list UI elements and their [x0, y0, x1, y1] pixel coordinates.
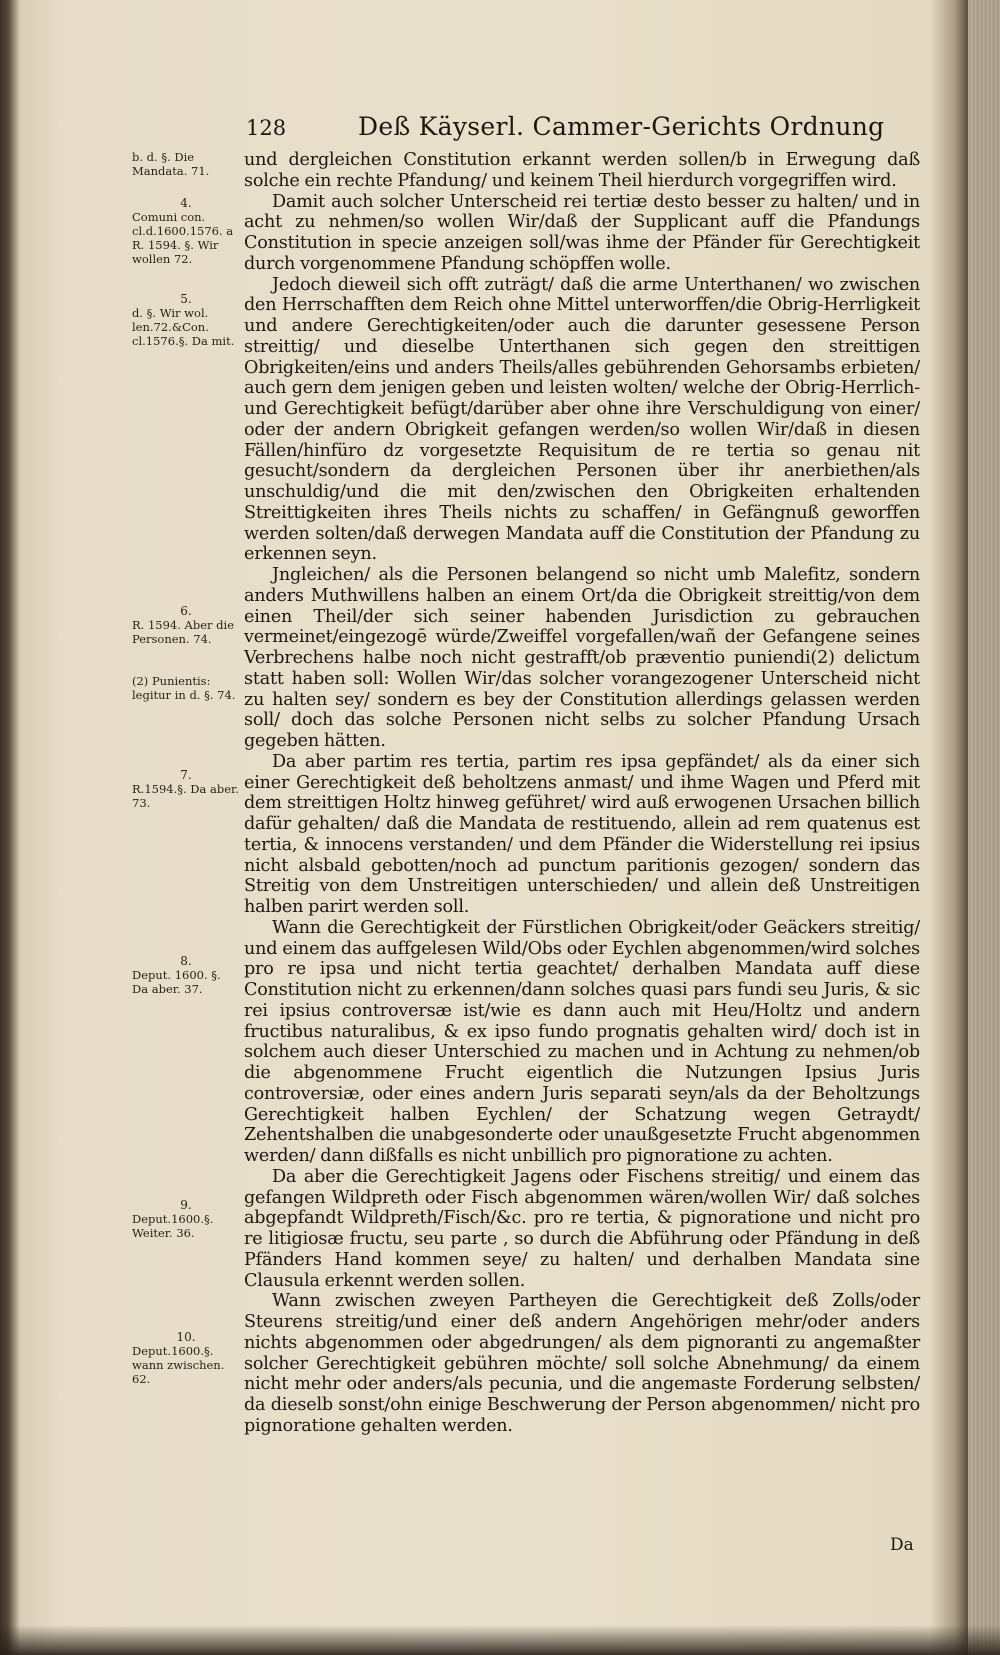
- page-bottom-shadow: [0, 1625, 1000, 1655]
- margin-note-text: Deput. 1600. §. Da aber. 37.: [132, 968, 221, 996]
- margin-note-text: (2) Punientis: legitur in d. §. 74.: [132, 674, 236, 702]
- margin-note: [132, 1198, 240, 1240]
- margin-note-number: 9.: [180, 1198, 192, 1212]
- margin-note: [132, 604, 240, 646]
- paragraph: Jedoch dieweil sich offt zuträgt/ daß die arme Unterthanen/ wo zwischen den Herrschafften dem Reich ohne Mittel unterworffen/die Obrig-Herrligkeit und andere Gerechtigkeiten/oder auch die darunter gesessene Person streittig/ und dieselbe Unterthanen sich gegen den streittigen Obrigkeiten/eins und anders Theils/alles gebührenden Gehorsambs erbieten/ auch gern dem jenigen geben und leisten wolten/ welche der Obrig-Herrlich- und Gerechtigkeit befügt/darüber aber ohne ihre Verschuldigung von einer/ oder der andern Obrigkeit gefangen werden/so wollen Wir/daß in diesen Fällen/hinfüro dz vorgesetzte Requisitum de re tertia so genau nit gesucht/sondern da dergleichen Personen über ihr anerbiethen/als unschuldig/und die mit den/zwischen den Obrigkeiten erhaltenden Streittigkeiten ihres Theils nichts zu schaffen/ in Gefängnuß geworffen werden solten/daß derwegen Mandata auff die Constitution der Pfandung zu erkennen seyn.: [244, 274, 920, 565]
- margin-note-number: 5.: [180, 292, 192, 306]
- paragraph: Wann zwischen zweyen Partheyen die Gerechtigkeit deß Zolls/oder Steurens streitig/und einer deß andern Angehörigen mehr/oder anders nichts abgenommen oder abgedrungen/ als dem pignoranti zu angemaßter solcher Gerechtigkeit gebühren möchte/ soll solche Abnehmung/ da einem nicht mehr oder anders/als pecunia, und die angemaste Forderung selbsten/ da dieselb sonst/ohn einige Beschwerung der Person abgenommen/ nicht pro pignoratione gehalten werden.: [244, 1291, 920, 1436]
- page-number: 128: [246, 116, 287, 140]
- margin-note: [132, 1330, 240, 1386]
- paragraph: Damit auch solcher Unterscheid rei tertiæ desto besser zu halten/ und in acht zu nehmen/so wollen Wir/daß der Supplicant auff die Pfandungs Constitution in specie anzeigen soll/was ihme der Pfänder für Gerechtigkeit durch vorgenommene Pfandung schöpffen wolle.: [244, 191, 920, 274]
- margin-note-text: b. d. §. Die Mandata. 71.: [132, 150, 210, 178]
- margin-note-text: Deput.1600.§. Weiter. 36.: [132, 1212, 214, 1240]
- margin-note: [132, 674, 240, 702]
- margin-note-number: 10.: [176, 1330, 196, 1344]
- paragraph: und dergleichen Constitution erkannt werden sollen/b in Erwegung daß solche ein rechte Pfandung/ und keinem Theil hierdurch vorgegriffen wird.: [244, 150, 920, 191]
- margin-note-text: R. 1594. Aber die Personen. 74.: [132, 618, 235, 646]
- margin-note-number: 7.: [180, 768, 192, 782]
- facing-page-edge: [968, 0, 1000, 1655]
- paragraph: Jngleichen/ als die Personen belangend so nicht umb Malefitz, sondern anders Muthwillens halben an einem Ort/da die Obrigkeit streittig/von dem einen Theil/der sich seiner habenden Jurisdiction zu gebrauchen vermeinet/eingezogē würde/Zweiffel vorgefallen/wañ der Gefangene seines Verbrechens halbe noch nicht gestrafft/ob præventio puniendi(2) delictum statt haben soll: Wollen Wir/das solcher vorangezogener Unterscheid nicht zu halten sey/ sondern es bey der Constitution allerdings gelassen werden soll/ doch das solche Personen nicht selbs zu solcher Pfandung Ursach gegeben hätten.: [244, 565, 920, 751]
- margin-note: [132, 150, 240, 178]
- margin-note: [132, 196, 240, 266]
- paragraph: Da aber partim res tertia, partim res ipsa gepfändet/ als da einer sich einer Gerechtigkeit deß beholtzens anmast/ und ihme Wagen und Pferd mit dem streittigen Holtz hinweg geführet/ wird auß erwogenen Ursachen billich dafür gehalten/ daß die Mandata de restituendo, allein ad rem quatenus est tertia, & innocens verstanden/ und dem Pfänder die Widerstellung rei ipsius nicht alsbald gebotten/noch ad punctum paritionis gezogen/ sondern das Streitig von dem Unstreitigen unterschieden/ und allein deß Unstreitigen halben parirt werden soll.: [244, 751, 920, 917]
- margin-note-text: R.1594.§. Da aber. 73.: [132, 782, 239, 810]
- margin-notes: [132, 0, 240, 1655]
- margin-note-number: 6.: [180, 604, 192, 618]
- catchword: Da: [890, 1535, 914, 1555]
- body-text: [244, 150, 920, 1437]
- margin-note-text: Deput.1600.§. wann zwischen. 62.: [132, 1344, 225, 1386]
- running-title: Deß Käyserl. Cammer-Gerichts Ordnung: [358, 112, 885, 141]
- margin-note-number: 8.: [180, 954, 192, 968]
- margin-note-text: Comuni con. cl.d.1600.1576. a R. 1594. §. Wir wollen 72.: [132, 210, 234, 266]
- paragraph: Da aber die Gerechtigkeit Jagens oder Fischens streitig/ und einem das gefangen Wildpreth oder Fisch abgenommen wären/wollen Wir/ daß solches abgepfandt Wildpreth/Fisch/&c. pro re tertia, & pignoratione und nicht pro re litigiosæ fructu, seu parte , so durch die Abführung oder Pfändung in deß Pfänders Hand kommen seye/ zu halten/ und derhalben Mandata sine Clausula erkennt werden sollen.: [244, 1166, 920, 1291]
- margin-note-text: d. §. Wir wol. len.72.&Con. cl.1576.§. Da mit.: [132, 306, 235, 348]
- margin-note-number: 4.: [180, 196, 192, 210]
- margin-note: [132, 768, 240, 810]
- page-header: [246, 112, 926, 146]
- margin-note: [132, 292, 240, 348]
- margin-note: [132, 954, 240, 996]
- paragraph: Wann die Gerechtigkeit der Fürstlichen Obrigkeit/oder Geäckers streitig/ und einem das auffgelesen Wild/Obs oder Eychlen abgenommen/wird solches pro re ipsa und nicht tertia geachtet/ derhalben Mandata auff diese Constitution nicht zu erkennen/dann solches quasi pars fundi seu Juris, & sic rei ipsius controversæ ist/wie es dann auch mit Heu/Holtz und andern fructibus naturalibus, & ex ipso fundo prognatis gehalten wird/ doch ist in solchem auch dieser Unterschied zu machen und in Achtung zu nehmen/ob die abgenommene Frucht eigentlich die Nutzungen Ipsius Juris controversiæ, oder eines andern Juris separati seyn/als da der Beholtzungs Gerechtigkeit halben Eychlen/ der Schatzung wegen Getraydt/ Zehentshalben die unabgesonderte oder unaußgesetzte Frucht abgenommen werden/ dann dißfalls es nicht unbillich pro pignoratione zu achten.: [244, 917, 920, 1166]
